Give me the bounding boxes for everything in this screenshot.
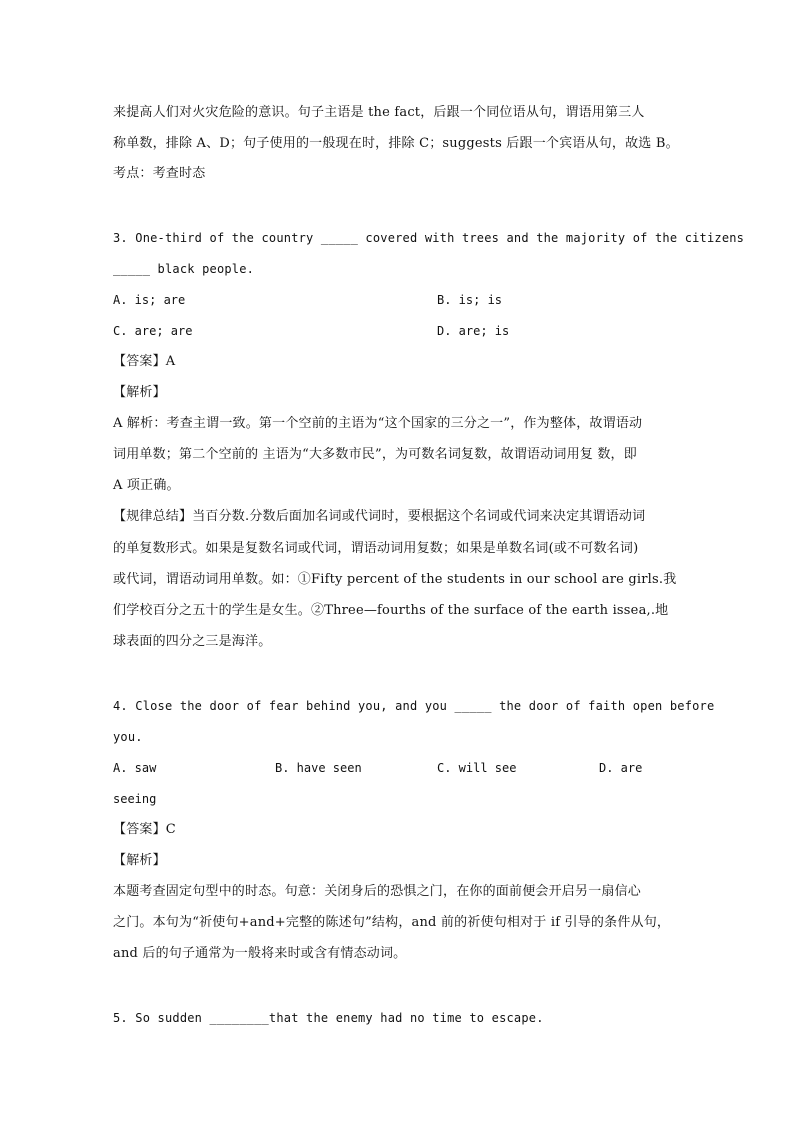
q3-option-a: A. is; are [113,293,186,307]
q4-option-a: A. saw [113,761,157,775]
q3-answer: 【答案】A [113,354,176,369]
q4-answer: 【答案】C [113,822,176,837]
q5-stem-line-1: 5. So sudden ________that the enemy had no time to escape. [113,1011,544,1025]
q3-analysis-line-2: 词用单数；第二个空前的 主语为“大多数市民”，为可数名词复数，故谓语动词用复 数，即 [113,447,637,462]
q3-analysis-line-3: A 项正确。 [113,478,180,493]
q4-option-c: C. will see [437,761,517,775]
q3-analysis-heading: 【解析】 [113,385,166,400]
prev-analysis-line-2: 称单数，排除 A、D；句子使用的一般现在时，排除 C；suggests 后跟一个宾语从句，故选 B。 [113,136,679,151]
q4-option-b: B. have seen [275,761,362,775]
q4-option-d: D. are [599,761,643,775]
q4-analysis-heading: 【解析】 [113,853,166,868]
q4-analysis-line-1: 本题考查固定句型中的时态。句意：关闭身后的恐惧之门，在你的面前便会开启另一扇信心 [113,884,642,899]
q4-stem-line-1: 4. Close the door of fear behind you, and you _____ the door of faith open before [113,699,715,713]
q4-analysis-line-3: and 后的句子通常为一般将来时或含有情态动词。 [113,946,407,961]
q3-rule-line-5: 球表面的四分之三是海洋。 [113,634,272,649]
q3-rule-line-3: 或代词，谓语动词用单数。如：①Fifty percent of the students in our school are girls.我 [113,572,677,587]
prev-topic-line: 考点：考查时态 [113,166,206,181]
q3-stem-line-1: 3. One-third of the country _____ covered with trees and the majority of the citizens [113,231,745,245]
q3-option-b: B. is; is [437,293,503,307]
q4-analysis-line-2: 之门。本句为“祈使句+and+完整的陈述句”结构，and 前的祈使句相对于 if 引导的条件从句， [113,915,671,930]
q4-stem-line-2: you. [113,730,143,744]
q4-option-d-continued: seeing [113,792,157,806]
q3-rule-line-4: 们学校百分之五十的学生是女生。②Three—fourths of the surface of the earth issea,.地 [113,603,669,618]
q3-stem-line-2: _____ black people. [113,262,255,276]
prev-analysis-line-1: 来提高人们对火灾危险的意识。句子主语是 the fact，后跟一个同位语从句，谓语用第三人 [113,105,645,120]
q3-option-d: D. are; is [437,324,510,338]
q3-option-c: C. are; are [113,324,193,338]
q3-analysis-line-1: A 解析：考查主谓一致。第一个空前的主语为“这个国家的三分之一”，作为整体，故谓语动 [113,416,643,431]
q3-rule-line-2: 的单复数形式。如果是复数名词或代词，谓语动词用复数；如果是单数名词(或不可数名词) [113,541,639,556]
q3-rule-line-1: 【规律总结】当百分数.分数后面加名词或代词时，要根据这个名词或代词来决定其谓语动词 [113,509,646,524]
